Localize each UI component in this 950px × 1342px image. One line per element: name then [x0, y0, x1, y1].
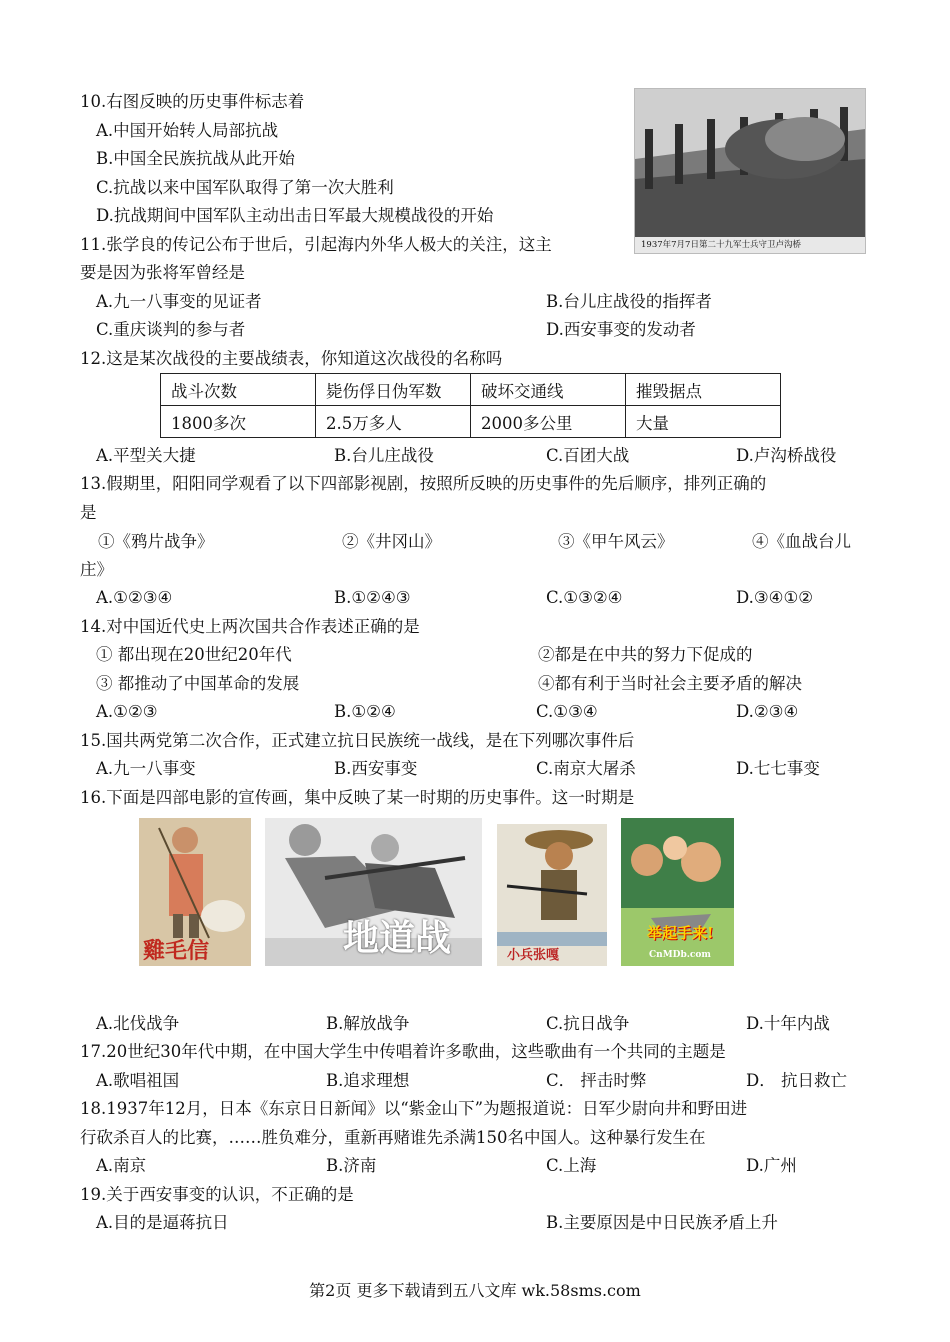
table-cell: 1800多次	[161, 406, 316, 438]
q10-option-b: B.中国全民族抗战从此开始	[96, 149, 295, 168]
q10-option-a: A.中国开始转人局部抗战	[96, 121, 279, 140]
table-header: 破坏交通线	[471, 374, 626, 406]
q18-option-c: C.上海	[546, 1156, 597, 1175]
q19-stem: 19.关于西安事变的认识，不正确的是	[80, 1185, 354, 1204]
q12-stem: 12.这是某次战役的主要战绩表，你知道这次战役的名称吗	[80, 349, 503, 368]
q11-stem-line2: 要是因为张将军曾经是	[80, 263, 245, 282]
table-cell: 大量	[626, 406, 781, 438]
q15-option-a: A.九一八事变	[96, 759, 196, 778]
table-cell: 2.5万多人	[316, 406, 471, 438]
q13-stem-line2: 是	[80, 503, 97, 522]
q16-option-b: B.解放战争	[326, 1014, 410, 1033]
q17-option-a: A.歌唱祖国	[96, 1071, 180, 1090]
q11-option-b: B.台儿庄战役的指挥者	[546, 292, 712, 311]
q17-stem: 17.20世纪30年代中期，在中国大学生中传唱着许多歌曲，这些歌曲有一个共同的主题是	[80, 1042, 726, 1061]
q13-item-1: ①《鸦片战争》	[98, 532, 214, 551]
q18-stem-line2: 行砍杀百人的比赛，……胜负难分，重新再赌谁先杀满150名中国人。这种暴行发生在	[80, 1128, 706, 1147]
poster-4-title: 举起手来!	[647, 924, 714, 942]
q13-item-3: ③《甲午风云》	[558, 532, 674, 551]
q14-item-3: ③ 都推动了中国革命的发展	[96, 674, 300, 693]
q18-option-b: B.济南	[326, 1156, 377, 1175]
q14-item-1: ① 都出现在20世纪20年代	[96, 645, 292, 664]
q13-item-4: ④《血战台儿	[752, 532, 851, 551]
q14-option-b: B.①②④	[334, 702, 396, 721]
q11-option-c: C.重庆谈判的参与者	[96, 320, 246, 339]
lugou-bridge-photo	[634, 88, 866, 254]
poster-4-site: CnMDb.com	[649, 950, 711, 960]
q14-item-4: ④都有利于当时社会主要矛盾的解决	[538, 674, 802, 693]
poster-3-title: 小兵张嘎	[507, 948, 560, 963]
q14-item-2: ②都是在中共的努力下促成的	[538, 645, 753, 664]
battle-results-table	[160, 373, 781, 438]
table-header-row	[161, 374, 781, 406]
q10-option-c: C.抗战以来中国军队取得了第一次大胜利	[96, 178, 394, 197]
q16-option-a: A.北伐战争	[96, 1014, 180, 1033]
q13-stem-line1: 13.假期里，阳阳同学观看了以下四部影视剧，按照所反映的历史事件的先后顺序，排列正确的	[80, 474, 767, 493]
q19-option-a: A.目的是逼蒋抗日	[96, 1213, 229, 1232]
q10-stem: 10.右图反映的历史事件标志着	[80, 92, 305, 111]
q13-option-a: A.①②③④	[96, 588, 173, 607]
q19-option-b: B.主要原因是中日民族矛盾上升	[546, 1213, 778, 1232]
q13-option-b: B.①②④③	[334, 588, 411, 607]
q11-option-a: A.九一八事变的见证者	[96, 292, 262, 311]
q18-stem-line1: 18.1937年12月，日本《东京日日新闻》以“紫金山下”为题报道说：日军少尉向井和野田进	[80, 1099, 748, 1118]
poster-juqishoulai-image	[621, 818, 734, 966]
q17-option-d: D． 抗日救亡	[746, 1071, 847, 1090]
poster-didaozhan	[265, 818, 482, 966]
poster-jimaoxin	[139, 818, 251, 966]
lugou-bridge-image	[635, 89, 865, 253]
page-footer: 第2页 更多下载请到五八文库 wk.58sms.com	[309, 1281, 641, 1300]
q12-option-d: D.卢沟桥战役	[736, 446, 837, 465]
poster-2-title: 地道战	[343, 917, 452, 959]
table-header: 战斗次数	[161, 374, 316, 406]
q15-option-d: D.七七事变	[736, 759, 820, 778]
table-row	[161, 406, 781, 438]
table-cell: 2000多公里	[471, 406, 626, 438]
q16-option-c: C.抗日战争	[546, 1014, 630, 1033]
q12-option-c: C.百团大战	[546, 446, 630, 465]
q13-option-c: C.①③②④	[546, 588, 623, 607]
table-header: 摧毁据点	[626, 374, 781, 406]
q18-option-d: D.广州	[746, 1156, 797, 1175]
q10-option-d: D.抗战期间中国军队主动出击日军最大规模战役的开始	[96, 206, 494, 225]
poster-xiaobingzhangga	[497, 824, 607, 966]
q11-option-d: D.西安事变的发动者	[546, 320, 696, 339]
q13-item-2: ②《井冈山》	[342, 532, 441, 551]
poster-1-title: 雞毛信	[143, 938, 210, 964]
q15-stem: 15.国共两党第二次合作，正式建立抗日民族统一战线，是在下列哪次事件后	[80, 731, 635, 750]
q14-option-a: A.①②③	[96, 702, 158, 721]
table-header: 毙伤俘日伪军数	[316, 374, 471, 406]
poster-juqishoulai	[621, 818, 734, 966]
q15-option-c: C.南京大屠杀	[536, 759, 636, 778]
q14-option-c: C.①③④	[536, 702, 598, 721]
q12-option-b: B.台儿庄战役	[334, 446, 434, 465]
photo-caption: 1937年7月7日第二十九军士兵守卫卢沟桥	[641, 240, 801, 250]
q11-stem-line1: 11.张学良的传记公布于世后，引起海内外华人极大的关注，这主	[80, 235, 552, 254]
q17-option-b: B.追求理想	[326, 1071, 410, 1090]
q15-option-b: B.西安事变	[334, 759, 418, 778]
q18-option-a: A.南京	[96, 1156, 147, 1175]
q12-option-a: A.平型关大捷	[96, 446, 196, 465]
q13-option-d: D.③④①②	[736, 588, 814, 607]
q14-stem: 14.对中国近代史上两次国共合作表述正确的是	[80, 617, 420, 636]
q17-option-c: C． 抨击时弊	[546, 1071, 647, 1090]
q16-stem: 16.下面是四部电影的宣传画，集中反映了某一时期的历史事件。这一时期是	[80, 788, 635, 807]
q16-option-d: D.十年内战	[746, 1014, 830, 1033]
q13-item-4-wrap: 庄》	[80, 560, 113, 579]
q14-option-d: D.②③④	[736, 702, 799, 721]
